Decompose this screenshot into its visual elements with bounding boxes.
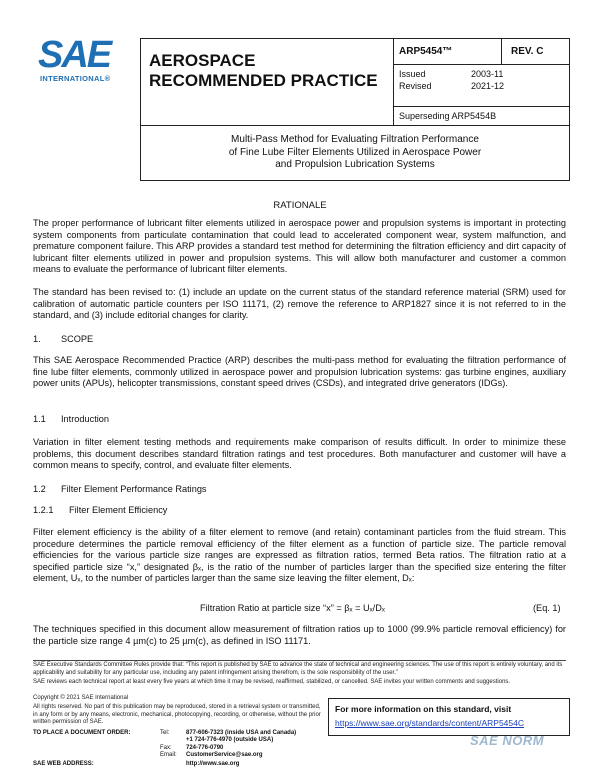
- rationale-paragraph-2: The standard has been revised to: (1) include an update on the current status of the standard reference material (SRM) used for calibration of automatic particle counters per ISO 11171, (2) remove the reference to ARP1827 since it is not referred to in the standard, and (3) include editorial changes for clarity.: [33, 287, 566, 321]
- document-title: [141, 134, 569, 172]
- header-box: [140, 38, 570, 126]
- efficiency-title: Filter Element Efficiency: [69, 505, 168, 515]
- document-number: ARP5454™: [399, 46, 453, 57]
- equation-number: (Eq. 1): [533, 603, 561, 613]
- document-type-line2: RECOMMENDED PRACTICE: [149, 71, 378, 90]
- watermark: SAE NORM: [470, 733, 545, 748]
- scope-paragraph: This SAE Aerospace Recommended Practice (ARP) describes the multi-pass method for evaluating the filtration performance of fine lube filter elements, commonly utilized in aerospace power and propulsion lubrication systems: gas turbine engines, auxiliary power units (APUs), helicopter transmissions, constant speed drives (CSDs), and integrated drive generators (IDGs).: [33, 355, 566, 389]
- superseding-note: Superseding ARP5454B: [399, 111, 497, 121]
- scope-number: 1.: [33, 334, 41, 344]
- footer-review: SAE reviews each technical report at least every five years at which time it may be revised, reaffirmed, stabilized, or cancelled. SAE invites your written comments and suggestions.: [33, 679, 511, 685]
- rationale-heading: RATIONALE: [273, 200, 327, 211]
- ratings-title: Filter Element Performance Ratings: [61, 484, 207, 494]
- efficiency-paragraph: Filter element efficiency is the ability of a filter element to remove (and retain) contaminant particles from the fluid stream. This procedure determines the particle removal efficiency of the filter element as a function of particle size. The particle removal efficiencies for the various particle size ranges are expressed as filtration ratios, termed Beta ratios. The filtration ratio at a specified particle size “x,” designated βₓ, is the ratio of the number of particles larger than the specified size entering the filter element, Uₓ, to the number of particles larger than the same size leaving the filter element, Dₓ:: [33, 527, 566, 584]
- footer-rights: All rights reserved. No part of this publication may be reproduced, stored in a retrieval system or transmitted, in any form or by any means, electronic, mechanical, photocopying, recording, or otherwise, without the prior written permission of SAE.: [33, 704, 321, 726]
- ratings-heading: [33, 484, 207, 494]
- more-info-title: For more information on this standard, visit: [335, 704, 512, 714]
- introduction-heading: [33, 414, 109, 424]
- fax-label: Fax:: [160, 745, 172, 751]
- fax-number: 724-776-0790: [186, 745, 224, 751]
- document-type: [149, 51, 378, 91]
- tel-outside-usa: +1 724-776-4970 (outside USA): [186, 737, 274, 743]
- revised-date: 2021-12: [471, 81, 505, 91]
- beta-ratio-equation: Filtration Ratio at particle size “x” = βₓ = Uₓ/Dₓ: [200, 603, 385, 613]
- rationale-paragraph-1: The proper performance of lubricant filter elements utilized in aerospace power and propulsion systems is important in protecting system components from particulate contamination that could lead to accelerated component wear, system malfunction, and premature component failure. This ARP provides a standard test method for determining the filtration efficiency and dirt capacity of lubricant filter elements utilized in power and propulsion systems. This will allow both manufacturer and customer a common means to evaluate the performance of lubricant filter elements.: [33, 218, 566, 275]
- scope-title: SCOPE: [61, 334, 94, 344]
- document-title-box: [140, 124, 570, 181]
- footer-copyright: Copyright © 2021 SAE International: [33, 695, 129, 701]
- order-label: TO PLACE A DOCUMENT ORDER:: [33, 730, 131, 736]
- web-label: SAE WEB ADDRESS:: [33, 761, 94, 767]
- document-type-line1: AEROSPACE: [149, 51, 256, 70]
- sae-logo: [36, 36, 128, 84]
- standard-link[interactable]: https://www.sae.org/standards/content/ARP5454C: [335, 718, 524, 728]
- issued-label: Issued: [399, 69, 426, 79]
- web-address[interactable]: http://www.sae.org: [186, 761, 240, 767]
- document-title-line3: and Propulsion Lubrication Systems: [275, 159, 435, 170]
- ratings-number: 1.2: [33, 484, 46, 494]
- footer-rules: SAE Executive Standards Committee Rules provide that: “This report is published by SAE to advance the state of technical and engineering sciences. The use of this report is entirely voluntary, and its applicability and suitability for any particular use, including any patent infringement arising therefrom, is the sole responsibility of the user.”: [33, 662, 563, 676]
- issued-date: 2003-11: [471, 69, 504, 79]
- email-address[interactable]: CustomerService@sae.org: [186, 752, 263, 758]
- introduction-number: 1.1: [33, 414, 46, 424]
- more-info-box: [328, 698, 570, 736]
- email-label: Email:: [160, 752, 177, 758]
- document-title-line1: Multi-Pass Method for Evaluating Filtration Performance: [231, 134, 479, 145]
- footer-divider: [33, 660, 566, 661]
- revised-label: Revised: [399, 81, 432, 91]
- document-title-line2: of Fine Lube Filter Elements Utilized in Aerospace Power: [228, 146, 482, 158]
- introduction-paragraph: Variation in filter element testing methods and requirements make comparison of results difficult. In order to minimize these problems, this document describes standard filtration ratings and test procedures. Both manufacturer and customer will have a common means to specify, control, and evaluate filter elements.: [33, 437, 566, 471]
- scope-heading: [33, 334, 93, 344]
- logo-mark: SAE: [38, 34, 111, 76]
- tel-label: Tel:: [160, 730, 170, 736]
- efficiency-number: 1.2.1: [33, 505, 54, 515]
- efficiency-paragraph-2: The techniques specified in this document allow measurement of filtration ratios up to 1000 (99.9% particle removal efficiency) for the particle size range 4 µm(c) to 25 µm(c), as defined in ISO 11171.: [33, 624, 566, 646]
- revision-label: REV. C: [511, 46, 544, 57]
- tel-inside-usa: 877-606-7323 (inside USA and Canada): [186, 730, 297, 736]
- efficiency-heading: [33, 505, 167, 515]
- logo-subtitle: INTERNATIONAL®: [40, 74, 111, 83]
- introduction-title: Introduction: [61, 414, 110, 424]
